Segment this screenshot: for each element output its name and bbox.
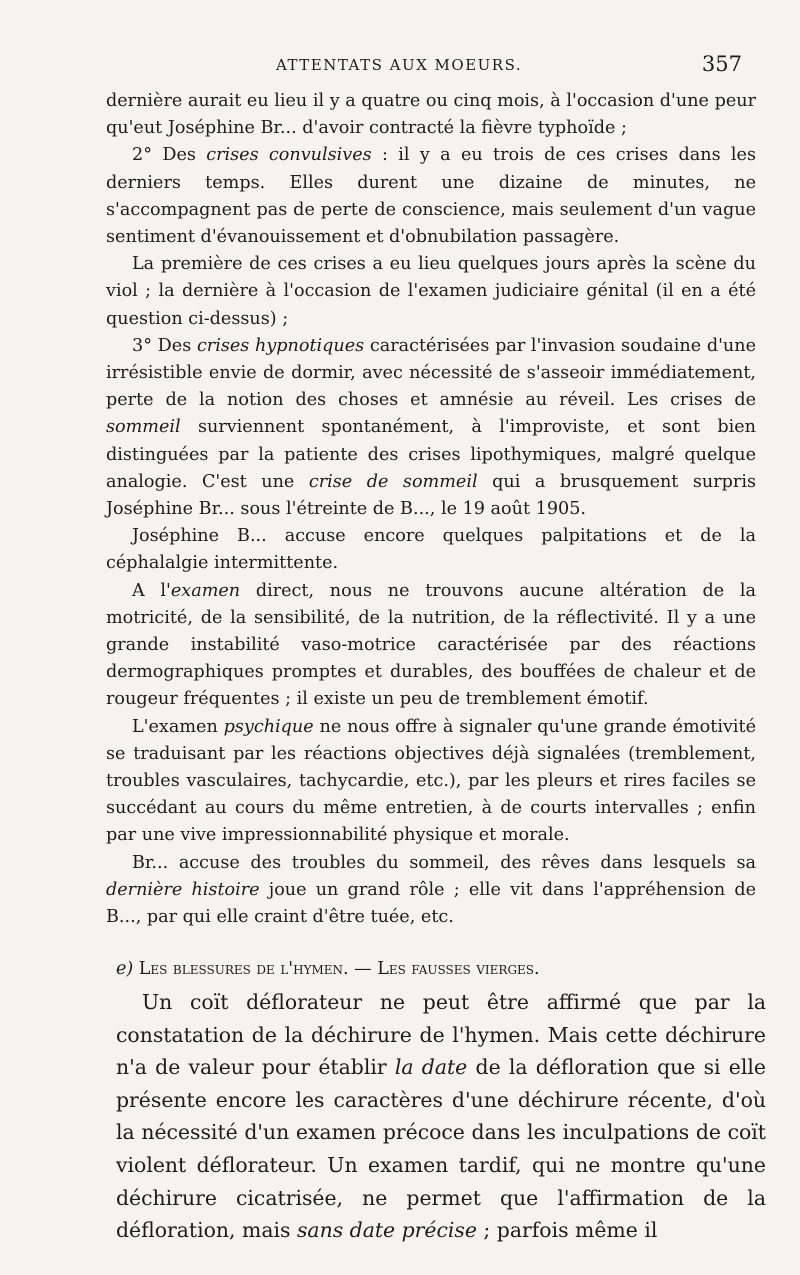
paragraph-hypnotic-crises bbox=[106, 333, 756, 523]
italic-text: sommeil bbox=[106, 417, 181, 438]
paragraph-1 bbox=[106, 88, 756, 142]
paragraph-sleep-troubles bbox=[106, 850, 756, 932]
text-run: A l' bbox=[132, 580, 171, 601]
italic-text: psychique bbox=[223, 716, 314, 737]
text-run: direct, nous ne trouvons aucune altération de la motricité, de la sensibilité, de la nutrition, de la réflectivité. Il y a une grande instabilité vaso-motrice caractérisée par des réactions dermographiques promptes et durables, des bouffées de chaleur et de rougeur fréquentes ; il existe un peu de tremblement émotif. bbox=[106, 580, 757, 710]
text-run: ; parfois même il bbox=[476, 1218, 658, 1243]
section-letter: e) bbox=[116, 959, 134, 979]
italic-text: la date bbox=[394, 1055, 468, 1080]
section-title: Les blessures de l'hymen. — Les fausses vierges. bbox=[138, 959, 540, 979]
section-heading bbox=[116, 956, 766, 982]
paragraph-palpitations bbox=[106, 523, 756, 577]
italic-text: crise de sommeil bbox=[308, 471, 478, 492]
text-run: joue un grand rôle ; elle vit dans l'appréhension de B..., par qui elle craint d'être tuée, etc. bbox=[106, 879, 756, 928]
paragraph-psychic-exam bbox=[106, 714, 756, 850]
text-run: L'examen bbox=[132, 716, 224, 737]
page-number: 357 bbox=[701, 52, 742, 76]
text-run: Joséphine B... accuse encore quelques palpitations et de la céphalalgie intermittente. bbox=[106, 526, 756, 574]
text-run: surviennent spontanément, à l'improviste, et sont bien distinguées par la patiente des crises lipothymiques, malgré quelque analogie. C'est une bbox=[106, 417, 756, 492]
running-header bbox=[106, 52, 742, 80]
observation-text bbox=[106, 88, 756, 931]
italic-text: crises convulsives bbox=[206, 145, 372, 166]
italic-text: dernière histoire bbox=[106, 879, 260, 900]
text-run: Un coït déflorateur ne peut être affirmé que par la constatation de la déchirure de l'hymen. Mais cette déchirure n'a de valeur pour établir bbox=[116, 990, 766, 1080]
text-run: La première de ces crises a eu lieu quelques jours après la scène du viol ; la dernière à l'occasion de l'examen judiciaire génital (il en a été question ci-dessus) ; bbox=[106, 254, 756, 329]
italic-text: examen bbox=[170, 580, 241, 601]
text-run: ne nous offre à signaler qu'une grande émotivité se traduisant par les réactions objectives déjà signalées (tremblement, troubles vasculaires, tachycardie, etc.), par les pleurs et rires faciles se succédant au cours du même entretien, à de courts intervalles ; enfin par une vive impressionnabilité physique et morale. bbox=[106, 716, 756, 846]
text-run: : il y a eu trois de ces crises dans les derniers temps. Elles durent une dizaine de minutes, ne s'accompagnent pas de perte de conscience, mais seulement d'un vague sentiment d'évanouissement et d'obnubilation passagère. bbox=[106, 145, 757, 248]
paragraph-convulsive-crises bbox=[106, 142, 756, 251]
text-run: Br... accuse des troubles du sommeil, des rêves dans lesquels sa bbox=[132, 852, 756, 873]
text-run: caractérisées par l'invasion soudaine d'une irrésistible envie de dormir, avec nécessité de s'asseoir immédiatement, perte de la notion des choses et amnésie au réveil. Les crises de bbox=[106, 335, 756, 411]
italic-text: sans date précise bbox=[296, 1218, 477, 1243]
text-run: qui a brusquement surpris Joséphine Br... sous l'étreinte de B..., le 19 août 1905. bbox=[106, 471, 756, 520]
main-text bbox=[116, 986, 766, 1247]
text-run: dernière aurait eu lieu il y a quatre ou cinq mois, à l'occasion d'une peur qu'eut Joséphine Br... d'avoir contracté la fièvre typhoïde ; bbox=[106, 91, 756, 139]
text-run: de la défloration que si elle présente encore les caractères d'une déchirure récente, d'où la nécessité d'un examen précoce dans les inculpations de coït violent déflorateur. Un examen tardif, qui ne montre qu'une déchirure cicatrisée, ne permet que l'affirmation de la défloration, mais bbox=[116, 1055, 766, 1243]
paragraph-defloration bbox=[116, 986, 766, 1247]
paragraph-direct-exam bbox=[106, 578, 756, 714]
running-title: ATTENTATS AUX MOEURS. bbox=[276, 56, 523, 74]
paragraph-first-crisis bbox=[106, 251, 756, 333]
text-run: 3° Des bbox=[132, 335, 197, 356]
text-run: 2° Des bbox=[132, 145, 207, 166]
italic-text: crises hypnotiques bbox=[196, 335, 365, 356]
